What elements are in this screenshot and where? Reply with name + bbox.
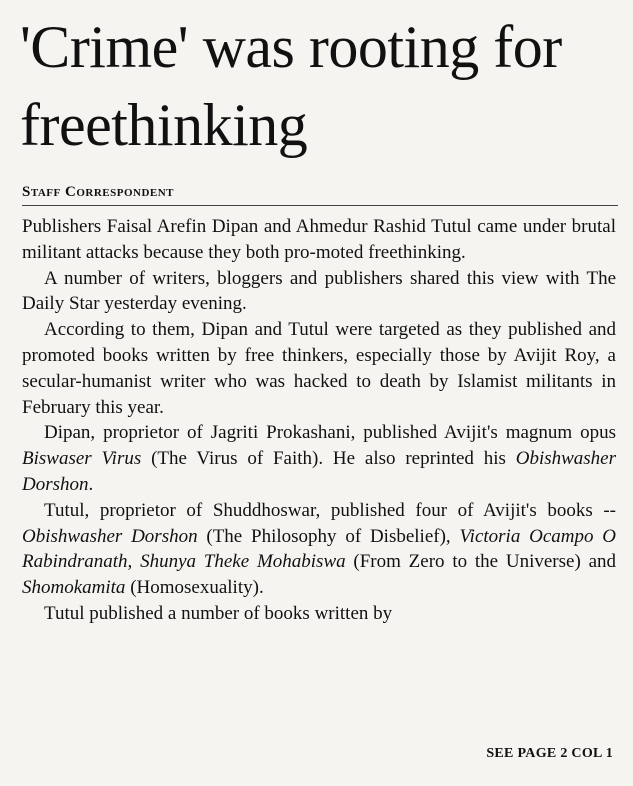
- article-paragraph: [22, 317, 616, 420]
- article-paragraph: [22, 601, 616, 627]
- article-paragraph: [22, 214, 616, 266]
- headline: 'Crime' was rooting for freethinking: [20, 14, 562, 158]
- article-paragraph: [22, 266, 616, 318]
- paragraph-text: .: [88, 473, 94, 495]
- article-paragraph: [22, 498, 616, 601]
- book-title: Victoria Ocampo O Rabindranath, Shunya Theke Mohabiswa: [22, 525, 616, 573]
- paragraph-text: A number of writers, bloggers and publishers shared this view with The Daily Star yesterday evening.: [22, 267, 616, 315]
- book-title: Obishwasher Dorshon: [22, 448, 617, 495]
- paragraph-text: Dipan, proprietor of Jagriti Prokashani, published Avijit's magnum opus: [44, 422, 616, 444]
- article-body: [22, 214, 616, 627]
- paragraph-text: (From Zero to the Universe) and: [345, 551, 616, 573]
- continuation-jump-line: SEE PAGE 2 COL 1: [486, 746, 613, 761]
- paragraph-text: (Homosexuality).: [125, 577, 264, 599]
- paragraph-text: Tutul, proprietor of Shuddhoswar, published four of Avijit's books --: [44, 499, 616, 521]
- paragraph-text: According to them, Dipan and Tutul were targeted as they published and promoted books written by free thinkers, especially those by Avijit Roy, a secular-humanist writer who was hacked to death by Islamist militants in February this year.: [22, 319, 616, 418]
- book-title: Obishwasher Dorshon: [22, 525, 198, 547]
- byline: Staff Correspondent: [22, 184, 618, 206]
- article-paragraph: [22, 420, 616, 497]
- book-title: Shomokamita: [22, 577, 126, 599]
- paragraph-text: Publishers Faisal Arefin Dipan and Ahmedur Rashid Tutul came under brutal militant attacks because they both pro-moted freethinking.: [22, 216, 616, 263]
- paragraph-text: (The Virus of Faith). He also reprinted his: [141, 448, 516, 470]
- paragraph-text: Tutul published a number of books written by: [44, 602, 393, 624]
- paragraph-text: (The Philosophy of Disbelief),: [197, 525, 460, 547]
- book-title: Biswaser Virus: [22, 448, 142, 470]
